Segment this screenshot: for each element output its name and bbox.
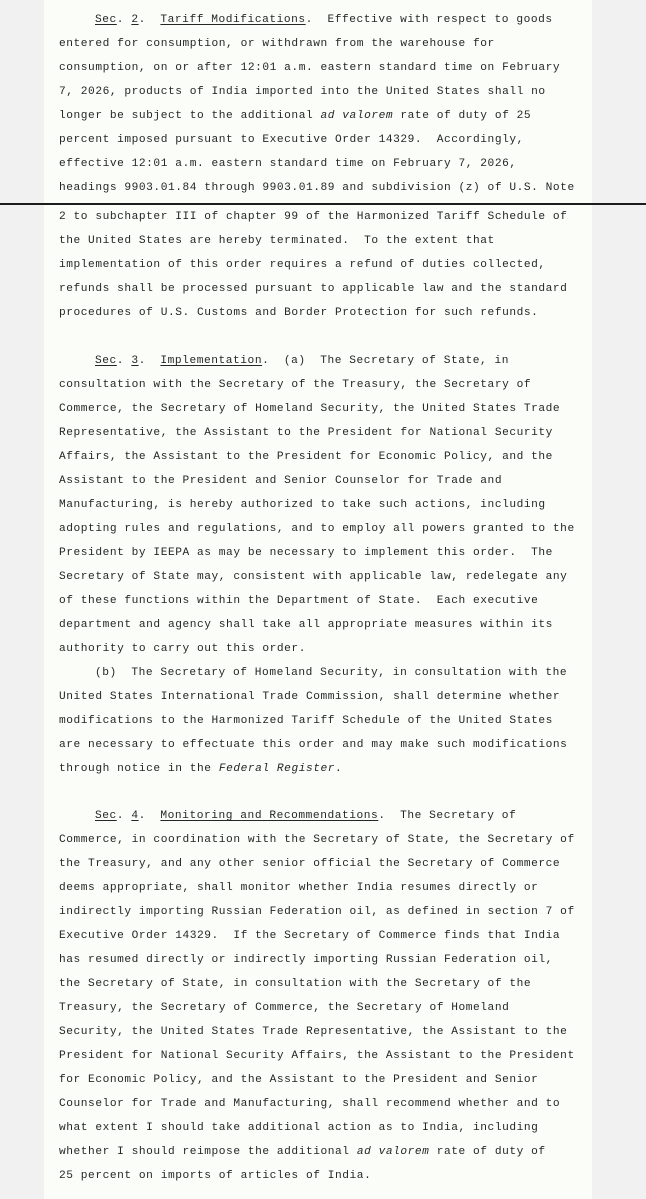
sec2-italic-term: ad valorem	[320, 110, 394, 122]
sec2-heading-line: Sec. 2. Tariff Modifications. Effective with respect to goods	[95, 14, 553, 26]
sec3-italic-term: Federal Register	[218, 763, 336, 775]
sec3-text: through notice in the	[59, 763, 212, 775]
sec3-line: are necessary to effectuate this order and may make such modifications	[59, 739, 568, 751]
sec2-text: rate of duty of 25	[400, 110, 532, 122]
sec3-text: (a) The Secretary of State, in	[283, 355, 510, 367]
sec4-line: has resumed directly or indirectly importing Russian Federation oil,	[59, 954, 553, 966]
sec4-text: The Secretary of	[400, 810, 517, 822]
sec4-text: whether I should reimpose the additional	[59, 1146, 350, 1158]
sec2-line: consumption, on or after 12:01 a.m. eastern standard time on February	[59, 62, 561, 74]
sec4-label: Sec	[95, 810, 117, 822]
crop-divider-line	[0, 203, 646, 205]
sec3-label: Sec	[95, 355, 117, 367]
sec4-line: Treasury, the Secretary of Commerce, the Secretary of Homeland	[59, 1002, 510, 1014]
sec4-line: the Secretary of State, in consultation with the Secretary of the	[59, 978, 532, 990]
sec3-line: adopting rules and regulations, and to employ all powers granted to the	[59, 523, 575, 535]
sec4-line: Executive Order 14329. If the Secretary of Commerce finds that India	[59, 930, 561, 942]
sec3-line: authority to carry out this order.	[59, 643, 306, 655]
sec3-text: .	[335, 763, 343, 775]
sec4-line: President for National Security Affairs, the Assistant to the President	[59, 1050, 575, 1062]
sec2-line: headings 9903.01.84 through 9903.01.89 and subdivision (z) of U.S. Note	[59, 182, 575, 194]
sec3-line: Affairs, the Assistant to the President for Economic Policy, and the	[59, 451, 553, 463]
sec4-line: deems appropriate, shall monitor whether India resumes directly or	[59, 882, 539, 894]
sec2-line: the United States are hereby terminated. To the extent that	[59, 235, 495, 247]
sec4-text: rate of duty of	[436, 1146, 546, 1158]
sec3-line: Commerce, the Secretary of Homeland Security, the United States Trade	[59, 403, 561, 415]
sec2-line: 2 to subchapter III of chapter 99 of the Harmonized Tariff Schedule of	[59, 211, 568, 223]
sec3-line	[59, 762, 342, 776]
sec3-line: Representative, the Assistant to the President for National Security	[59, 427, 553, 439]
sec3-heading-line: Sec. 3. Implementation. (a) The Secretary of State, in	[95, 355, 510, 367]
sec4-heading-line: Sec. 4. Monitoring and Recommendations. The Secretary of	[95, 810, 517, 822]
sec2-line: percent imposed pursuant to Executive Order 14329. Accordingly,	[59, 134, 524, 146]
sec4-line: what extent I should take additional action as to India, including	[59, 1122, 539, 1134]
sec4-line: Counselor for Trade and Manufacturing, shall recommend whether and to	[59, 1098, 561, 1110]
sec4-heading: Monitoring and Recommendations	[160, 810, 379, 822]
sec2-text: longer be subject to the additional	[59, 110, 314, 122]
left-margin-strip	[0, 0, 44, 1199]
sec2-line: refunds shall be processed pursuant to applicable law and the standard	[59, 283, 568, 295]
sec4-line: indirectly importing Russian Federation oil, as defined in section 7 of	[59, 906, 575, 918]
sec3-number: 3	[131, 355, 139, 367]
sec4-line: 25 percent on imports of articles of India.	[59, 1170, 372, 1182]
sec3-line: United States International Trade Commission, shall determine whether	[59, 691, 561, 703]
sec2-line: effective 12:01 a.m. eastern standard time on February 7, 2026,	[59, 158, 517, 170]
sec2-line: procedures of U.S. Customs and Border Protection for such refunds.	[59, 307, 539, 319]
sec3-line: modifications to the Harmonized Tariff Schedule of the United States	[59, 715, 553, 727]
sec4-number: 4	[131, 810, 139, 822]
sec3-line: Assistant to the President and Senior Counselor for Trade and	[59, 475, 503, 487]
sec4-line: the Treasury, and any other senior official the Secretary of Commerce	[59, 858, 561, 870]
sec2-number: 2	[131, 14, 139, 26]
sec4-line: Security, the United States Trade Representative, the Assistant to the	[59, 1026, 568, 1038]
sec3-line: of these functions within the Department of State. Each executive	[59, 595, 539, 607]
sec2-line	[59, 109, 531, 123]
sec3-heading: Implementation	[160, 355, 263, 367]
sec2-line: 7, 2026, products of India imported into the United States shall no	[59, 86, 546, 98]
sec2-line: entered for consumption, or withdrawn from the warehouse for	[59, 38, 495, 50]
sec4-italic-term: ad valorem	[356, 1146, 430, 1158]
sec3-line: Secretary of State may, consistent with applicable law, redelegate any	[59, 571, 568, 583]
sec4-line: for Economic Policy, and the Assistant to the President and Senior	[59, 1074, 539, 1086]
sec3-line: Manufacturing, is hereby authorized to take such actions, including	[59, 499, 546, 511]
sec2-text: Effective with respect to goods	[327, 14, 553, 26]
sec2-heading: Tariff Modifications	[160, 14, 306, 26]
right-margin-strip	[592, 0, 646, 1199]
sec3-line: President by IEEPA as may be necessary to implement this order. The	[59, 547, 553, 559]
sec4-line	[59, 1145, 546, 1159]
sec2-label: Sec	[95, 14, 117, 26]
sec3-line: consultation with the Secretary of the Treasury, the Secretary of	[59, 379, 532, 391]
sec4-line: Commerce, in coordination with the Secretary of State, the Secretary of	[59, 834, 575, 846]
sec2-line: implementation of this order requires a refund of duties collected,	[59, 259, 546, 271]
sec3-line: department and agency shall take all appropriate measures within its	[59, 619, 553, 631]
sec3-line: (b) The Secretary of Homeland Security, in consultation with the	[95, 667, 568, 679]
